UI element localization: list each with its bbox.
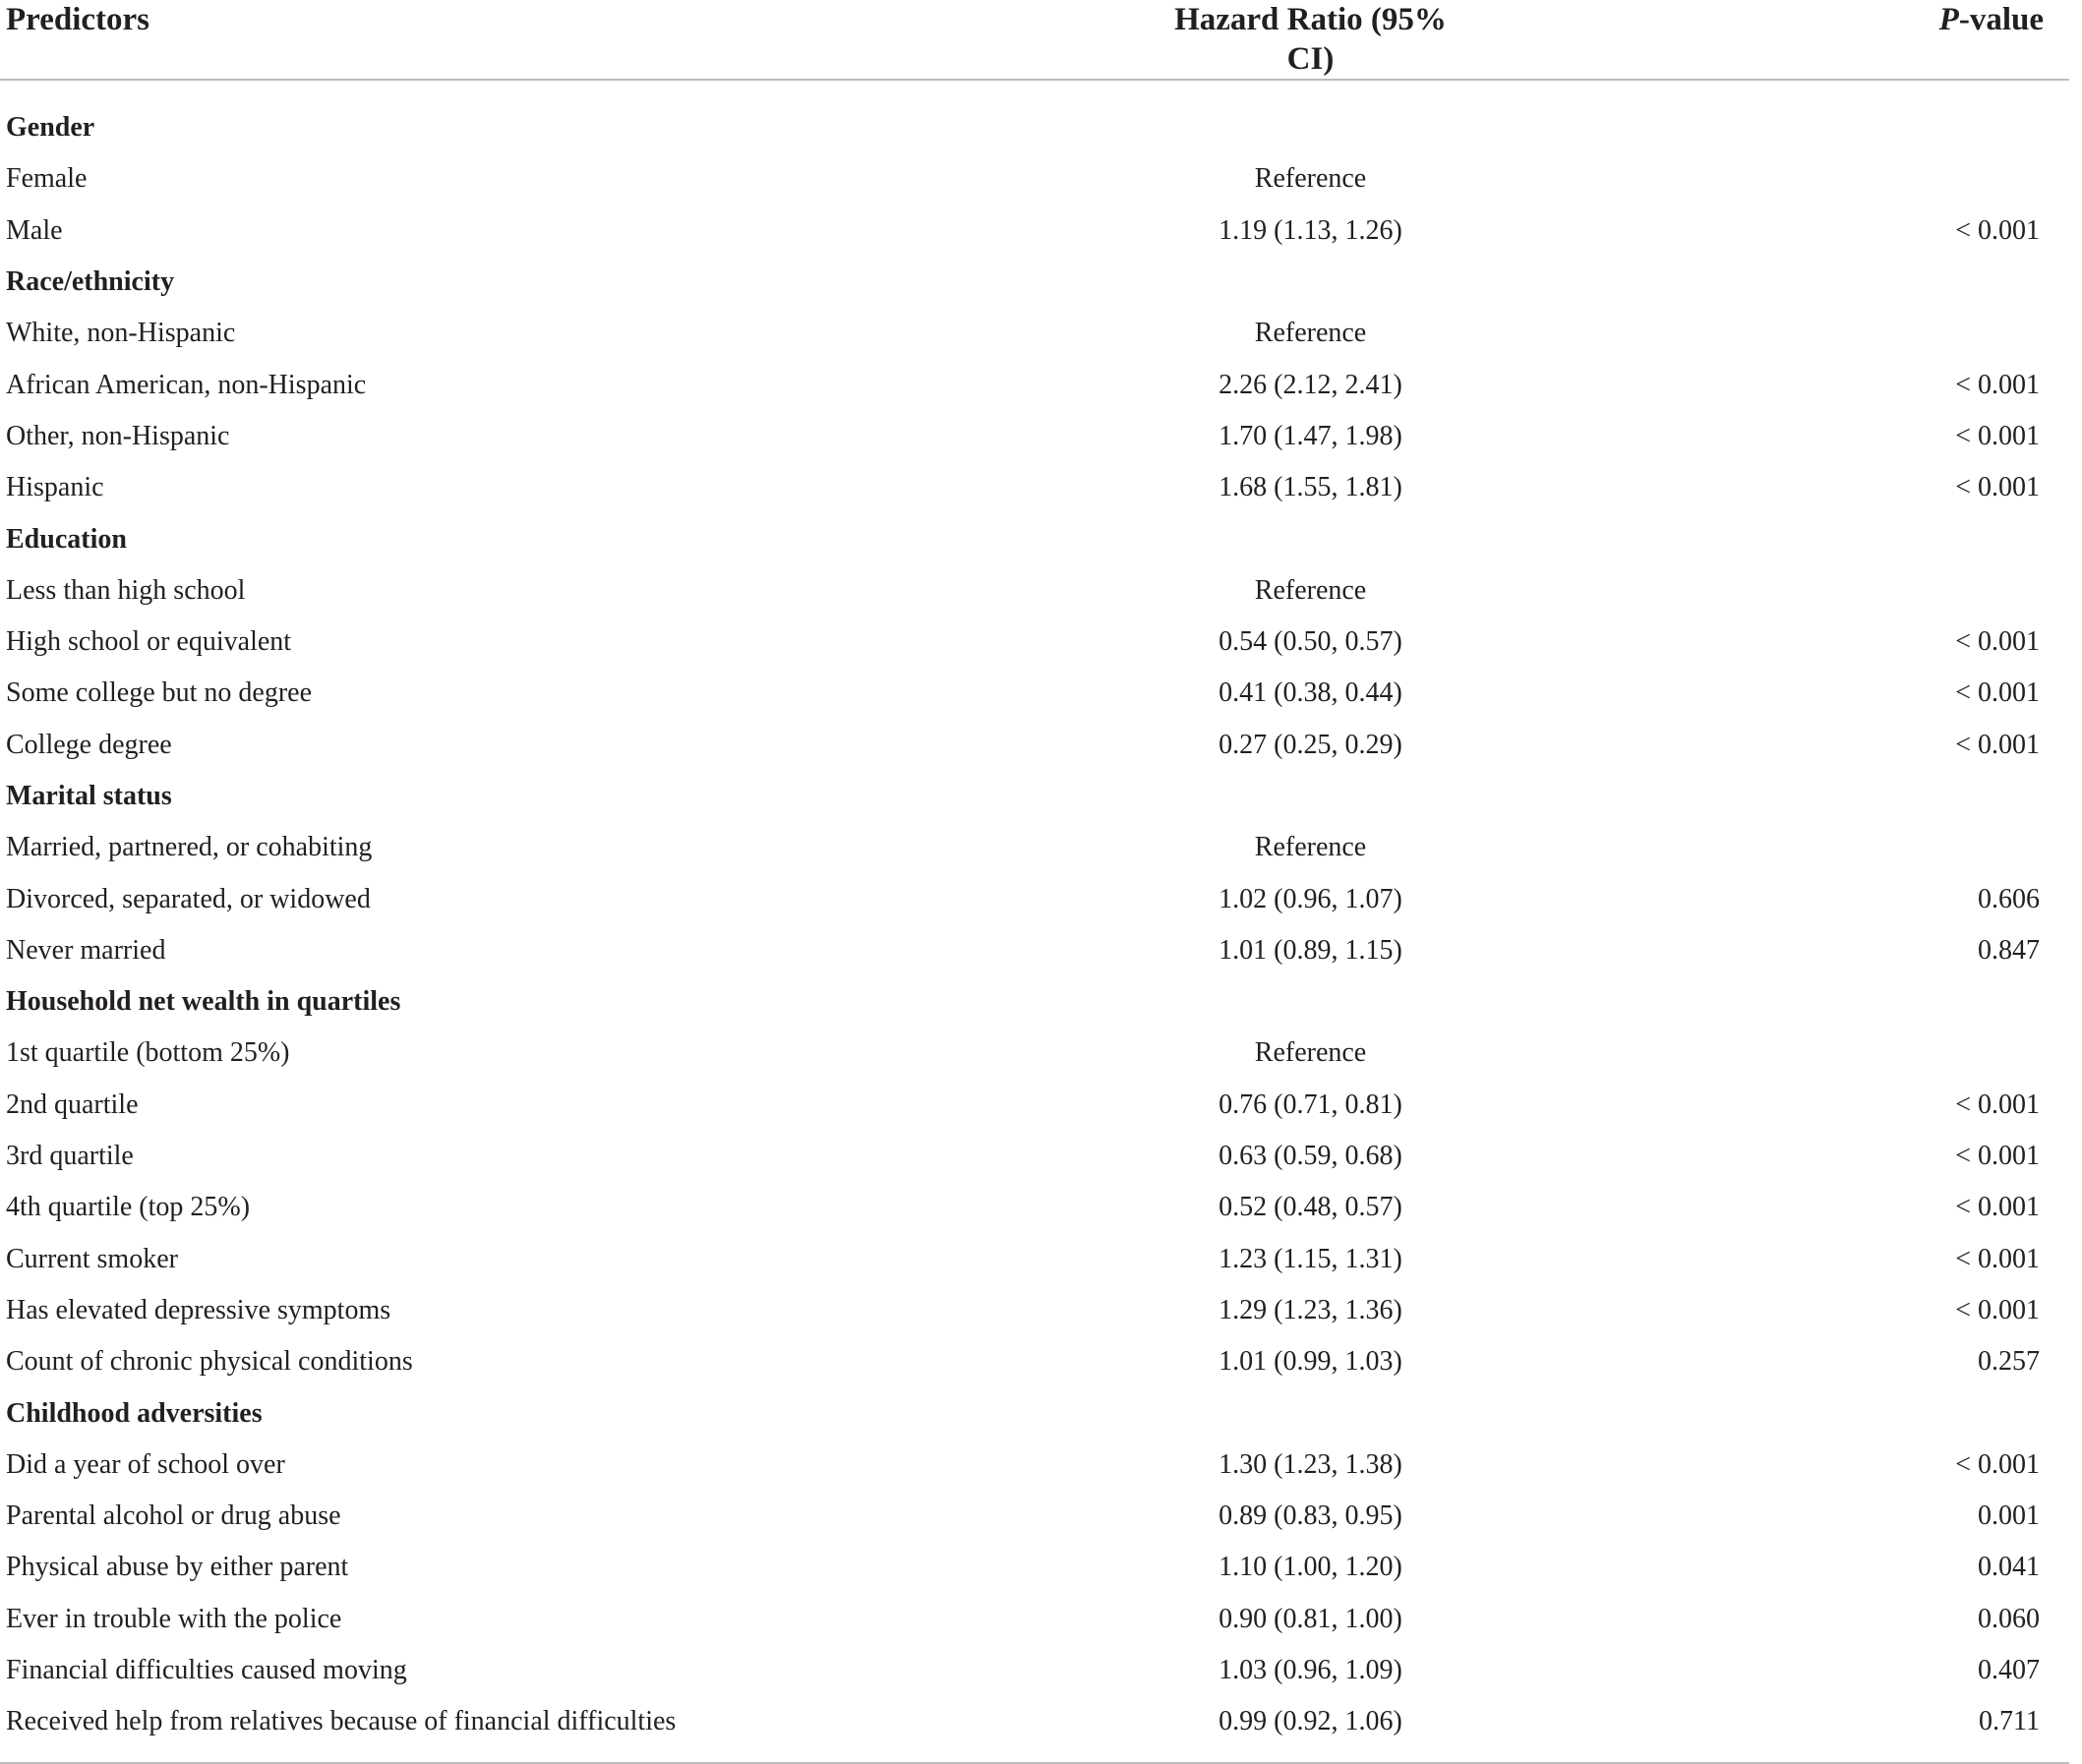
table-row — [0, 873, 2069, 924]
header-hazard-ratio: Hazard Ratio (95% CI) — [1160, 0, 1460, 80]
predictor-label: Did a year of school over — [6, 1448, 285, 1480]
p-value-cell — [1460, 822, 2069, 873]
table-header — [0, 0, 2069, 80]
table-row — [0, 206, 2069, 257]
group-label: Household net wealth in quartiles — [6, 986, 401, 1018]
p-value-cell: < 0.001 — [1955, 626, 2040, 658]
p-value-cell — [1460, 513, 2069, 564]
table-row — [0, 1028, 2069, 1079]
table-row — [0, 1182, 2069, 1233]
predictor-label: 4th quartile (top 25%) — [6, 1192, 251, 1223]
header-predictors: Predictors — [0, 0, 1160, 80]
predictor-label: College degree — [6, 729, 172, 760]
table-group-row — [0, 257, 2069, 308]
p-value-cell: 0.001 — [1978, 1500, 2040, 1532]
table-row — [0, 153, 2069, 205]
hazard-ratio-cell — [1160, 771, 1460, 822]
hazard-ratio-cell: 0.90 (0.81, 1.00) — [1219, 1603, 1402, 1634]
predictor-label: Male — [6, 214, 63, 246]
predictor-label: White, non-Hispanic — [6, 318, 236, 349]
header-p-value-italic: P — [1938, 2, 1959, 37]
hazard-ratio-cell: 1.30 (1.23, 1.38) — [1219, 1448, 1402, 1480]
group-label: Marital status — [6, 781, 172, 811]
table-row — [0, 1234, 2069, 1285]
table-row — [0, 1080, 2069, 1131]
predictor-label: Female — [6, 163, 88, 195]
p-value-cell: < 0.001 — [1955, 1243, 2040, 1274]
p-value-cell: < 0.001 — [1955, 729, 2040, 760]
table-row — [0, 1491, 2069, 1542]
predictor-label: Count of chronic physical conditions — [6, 1346, 413, 1378]
p-value-cell — [1460, 153, 2069, 205]
p-value-cell: 0.711 — [1460, 1696, 2069, 1762]
hazard-ratio-cell: 1.23 (1.15, 1.31) — [1219, 1243, 1402, 1274]
header-p-value — [1460, 0, 2069, 80]
hazard-ratio-cell — [1160, 976, 1460, 1028]
predictor-label: African American, non-Hispanic — [6, 369, 367, 400]
predictor-label: 2nd quartile — [6, 1088, 139, 1120]
p-value-cell: < 0.001 — [1955, 420, 2040, 451]
hazard-ratio-cell — [1160, 80, 1460, 153]
predictor-label: 1st quartile (bottom 25%) — [6, 1037, 290, 1069]
predictor-label: Ever in trouble with the police — [6, 1603, 342, 1634]
table-row — [0, 1542, 2069, 1593]
hazard-ratio-cell: 1.01 (0.89, 1.15) — [1219, 934, 1402, 966]
table-row — [0, 359, 2069, 410]
hazard-ratio-cell: 1.70 (1.47, 1.98) — [1219, 420, 1402, 451]
predictor-label: Other, non-Hispanic — [6, 420, 230, 451]
table-row — [0, 617, 2069, 668]
table-row — [0, 462, 2069, 513]
table-row — [0, 1696, 2069, 1762]
predictor-label: Financial difficulties caused moving — [6, 1655, 407, 1686]
hazard-ratio-cell — [1160, 257, 1460, 308]
p-value-cell — [1460, 1028, 2069, 1079]
predictor-label: Hispanic — [6, 472, 104, 503]
p-value-cell: < 0.001 — [1955, 472, 2040, 503]
p-value-cell — [1460, 976, 2069, 1028]
p-value-cell: 0.407 — [1978, 1655, 2040, 1686]
table-row — [0, 720, 2069, 771]
p-value-cell — [1460, 80, 2069, 153]
hazard-ratio-cell: 1.10 (1.00, 1.20) — [1219, 1552, 1402, 1583]
table-group-row — [0, 771, 2069, 822]
group-label: Race/ethnicity — [6, 266, 175, 298]
predictor-label: Current smoker — [6, 1243, 178, 1274]
group-label: Childhood adversities — [6, 1397, 263, 1429]
hazard-ratio-cell: 0.99 (0.92, 1.06) — [1160, 1696, 1460, 1762]
predictor-label: Less than high school — [6, 574, 246, 606]
p-value-cell — [1460, 1387, 2069, 1439]
p-value-cell: < 0.001 — [1955, 1448, 2040, 1480]
predictor-label: Some college but no degree — [6, 677, 313, 709]
table-group-row — [0, 976, 2069, 1028]
p-value-cell: < 0.001 — [1955, 1192, 2040, 1223]
hazard-ratio-cell: Reference — [1254, 574, 1367, 606]
hazard-ratio-cell: 1.02 (0.96, 1.07) — [1219, 883, 1402, 914]
p-value-cell — [1460, 257, 2069, 308]
hazard-ratio-cell: Reference — [1254, 832, 1367, 863]
predictor-label: High school or equivalent — [6, 626, 292, 658]
hazard-ratio-cell: 1.01 (0.99, 1.03) — [1219, 1346, 1402, 1378]
table-row — [0, 1440, 2069, 1491]
p-value-cell: < 0.001 — [1955, 1294, 2040, 1325]
table-row — [0, 925, 2069, 976]
table-row — [0, 668, 2069, 719]
hazard-ratio-cell: 0.76 (0.71, 0.81) — [1219, 1088, 1402, 1120]
table-group-row — [0, 80, 2069, 153]
table-row — [0, 1336, 2069, 1387]
hazard-ratio-cell: 0.52 (0.48, 0.57) — [1219, 1192, 1402, 1223]
hazard-ratio-cell: 2.26 (2.12, 2.41) — [1219, 369, 1402, 400]
predictor-label: Received help from relatives because of financial difficulties — [0, 1696, 1160, 1762]
hazard-ratio-cell: Reference — [1254, 1037, 1367, 1069]
hazard-ratio-cell: 1.03 (0.96, 1.09) — [1219, 1655, 1402, 1686]
table-row — [0, 1645, 2069, 1696]
header-p-value-rest: -value — [1958, 2, 2044, 37]
hazard-ratio-cell: Reference — [1254, 163, 1367, 195]
table-row — [0, 822, 2069, 873]
p-value-cell: 0.041 — [1978, 1552, 2040, 1583]
p-value-cell: < 0.001 — [1955, 214, 2040, 246]
header-row — [0, 0, 2069, 80]
hazard-ratio-cell: 0.54 (0.50, 0.57) — [1219, 626, 1402, 658]
predictor-label: Physical abuse by either parent — [6, 1552, 349, 1583]
table-group-row — [0, 1387, 2069, 1439]
p-value-cell — [1460, 308, 2069, 359]
p-value-cell: < 0.001 — [1955, 1141, 2040, 1172]
hazard-ratio-cell: 0.41 (0.38, 0.44) — [1219, 677, 1402, 709]
p-value-cell: < 0.001 — [1955, 677, 2040, 709]
predictor-label: Divorced, separated, or widowed — [6, 883, 371, 914]
hazard-ratio-cell: 1.19 (1.13, 1.26) — [1219, 214, 1402, 246]
p-value-cell — [1460, 771, 2069, 822]
table-row — [0, 1285, 2069, 1336]
table-row — [0, 1131, 2069, 1182]
p-value-cell: 0.060 — [1978, 1603, 2040, 1634]
table-body — [0, 80, 2069, 1763]
table-row — [0, 1594, 2069, 1645]
table-group-row — [0, 513, 2069, 564]
predictor-label: Never married — [6, 934, 166, 966]
table-row — [0, 308, 2069, 359]
hazard-ratio-cell: 1.68 (1.55, 1.81) — [1219, 472, 1402, 503]
p-value-cell — [1460, 565, 2069, 617]
hazard-ratio-cell: Reference — [1254, 318, 1367, 349]
predictor-label: Has elevated depressive symptoms — [6, 1294, 391, 1325]
predictor-label: Parental alcohol or drug abuse — [6, 1500, 341, 1532]
p-value-cell: < 0.001 — [1955, 1088, 2040, 1120]
p-value-cell: 0.847 — [1978, 934, 2040, 966]
group-label: Education — [6, 523, 127, 555]
hazard-ratio-cell: 0.27 (0.25, 0.29) — [1219, 729, 1402, 760]
predictor-label: 3rd quartile — [6, 1141, 134, 1172]
hazard-ratio-cell: 1.29 (1.23, 1.36) — [1219, 1294, 1402, 1325]
group-label: Gender — [6, 112, 95, 144]
hazard-ratio-cell — [1160, 513, 1460, 564]
hazard-ratio-cell — [1160, 1387, 1460, 1439]
predictor-label: Married, partnered, or cohabiting — [6, 832, 373, 863]
hazard-ratio-cell: 0.89 (0.83, 0.95) — [1219, 1500, 1402, 1532]
p-value-cell: < 0.001 — [1955, 369, 2040, 400]
table-row — [0, 411, 2069, 462]
p-value-cell: 0.606 — [1978, 883, 2040, 914]
hazard-ratio-cell: 0.63 (0.59, 0.68) — [1219, 1141, 1402, 1172]
table-row — [0, 565, 2069, 617]
p-value-cell: 0.257 — [1978, 1346, 2040, 1378]
